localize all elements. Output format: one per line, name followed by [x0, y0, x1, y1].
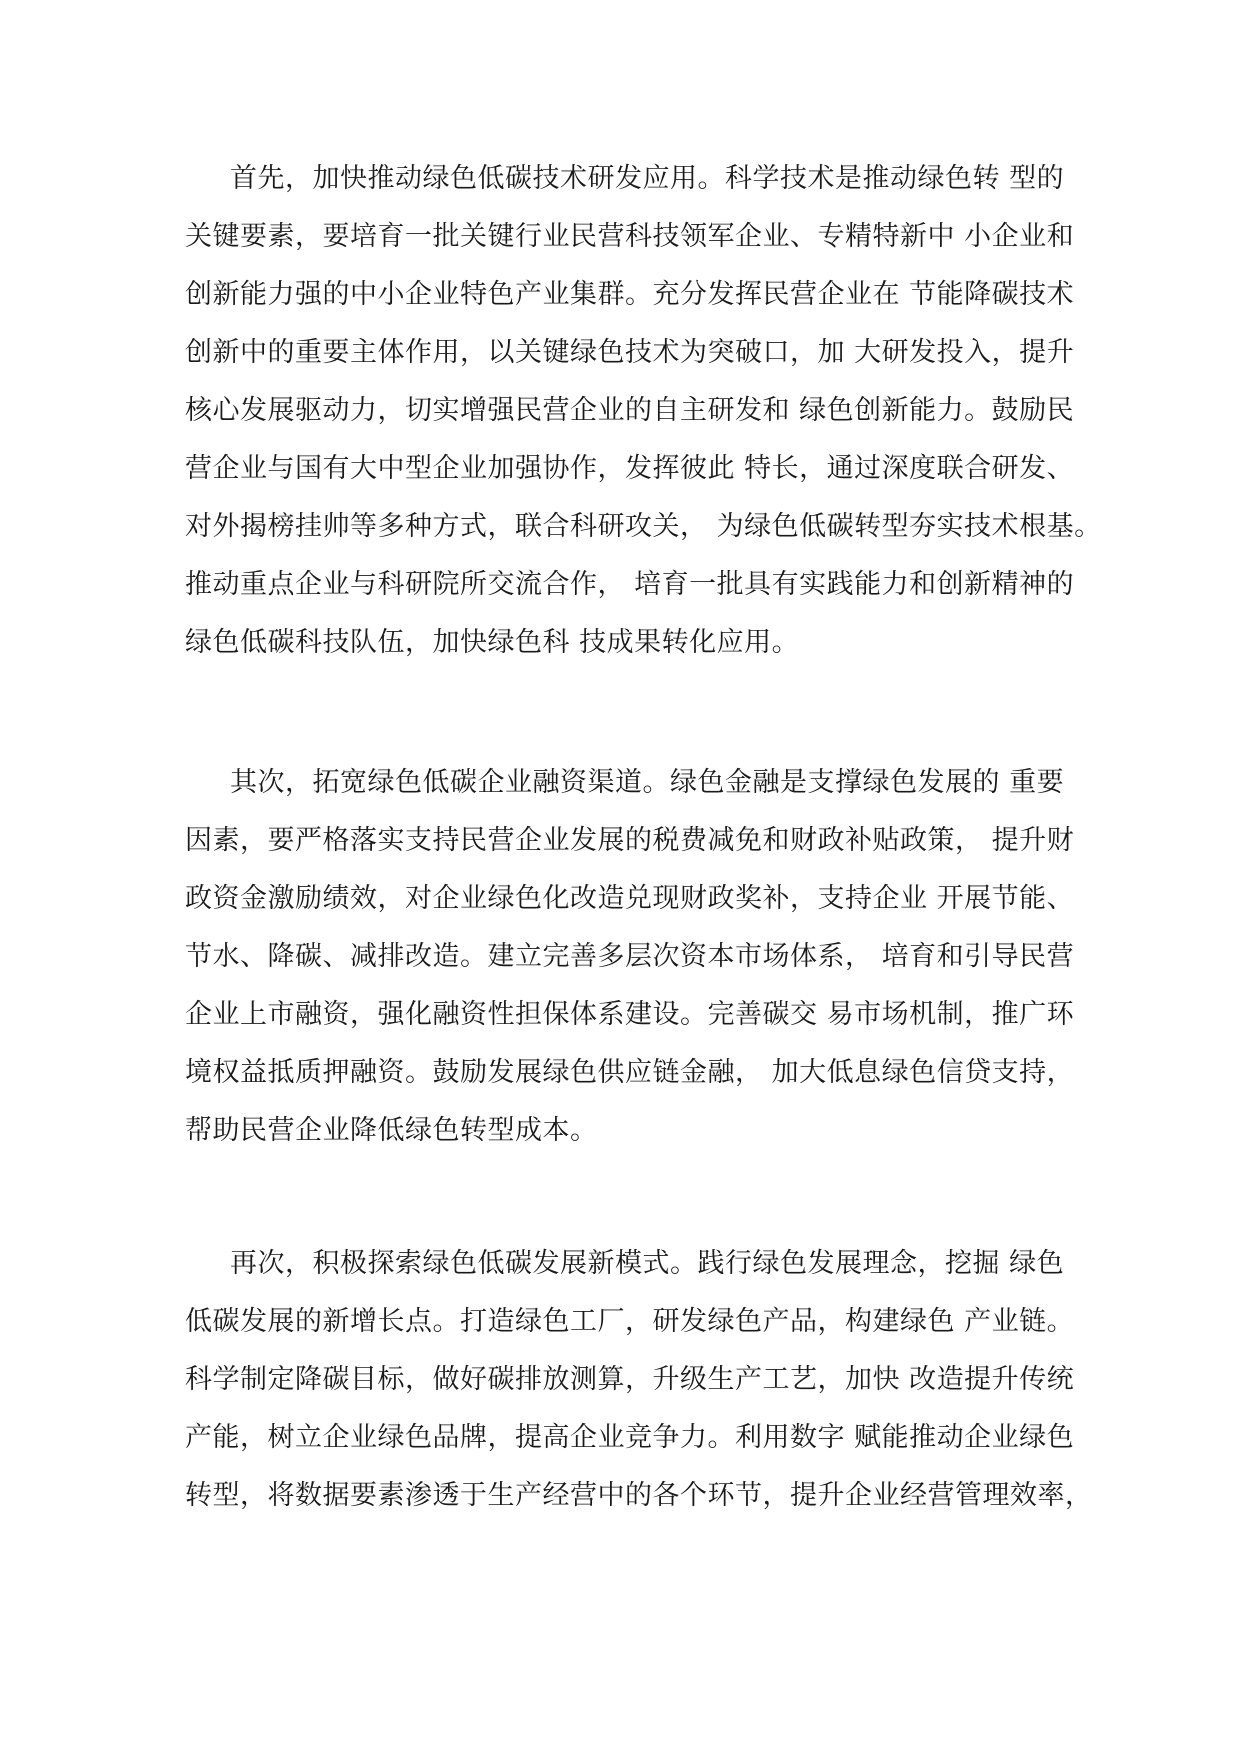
text-line: 关键要素，要培育一批关键行业民营科技领军企业、专精特新中 小企业和	[185, 221, 1075, 252]
text-line: 政资金激励绩效，对企业绿色化改造兑现财政奖补，支持企业 开展节能、	[185, 883, 1075, 914]
text-line: 绿色低碳科技队伍，加快绿色科 技成果转化应用。	[185, 627, 800, 658]
text-line: 低碳发展的新增长点。打造绿色工厂，研发绿色产品，构建绿色 产业链。	[185, 1306, 1075, 1337]
text-line: 创新能力强的中小企业特色产业集群。充分发挥民营企业在 节能降碳技术	[185, 279, 1075, 310]
text-line: 转型，将数据要素渗透于生产经营中的各个环节，提升企业经营管理效率，	[185, 1480, 1093, 1511]
text-line: 产能，树立企业绿色品牌，提高企业竞争力。利用数字 赋能推动企业绿色	[185, 1422, 1075, 1453]
paragraph-financing	[185, 754, 1085, 1160]
text-line: 首先，加快推动绿色低碳技术研发应用。科学技术是推动绿色转 型的	[230, 163, 1065, 194]
text-line: 再次，积极探索绿色低碳发展新模式。践行绿色发展理念，挖掘 绿色	[230, 1248, 1065, 1279]
text-line: 其次，拓宽绿色低碳企业融资渠道。绿色金融是支撑绿色发展的 重要	[230, 767, 1065, 798]
text-line: 核心发展驱动力，切实增强民营企业的自主研发和 绿色创新能力。鼓励民	[185, 395, 1075, 426]
text-line: 创新中的重要主体作用，以关键绿色技术为突破口，加 大研发投入，提升	[185, 337, 1075, 368]
text-line: 营企业与国有大中型企业加强协作，发挥彼此 特长，通过深度联合研发、	[185, 453, 1075, 484]
paragraph-new-model	[185, 1235, 1093, 1525]
text-line: 境权益抵质押融资。鼓励发展绿色供应链金融， 加大低息绿色信贷支持，	[185, 1057, 1075, 1088]
text-line: 帮助民营企业降低绿色转型成本。	[185, 1115, 598, 1146]
text-line: 企业上市融资，强化融资性担保体系建设。完善碳交 易市场机制，推广环	[185, 999, 1075, 1030]
text-line: 对外揭榜挂帅等多种方式，联合科研攻关， 为绿色低碳转型夯实技术根基。	[185, 511, 1102, 542]
text-line: 节水、降碳、减排改造。建立完善多层次资本市场体系， 培育和引导民营	[185, 941, 1075, 972]
text-line: 科学制定降碳目标，做好碳排放测算，升级生产工艺，加快 改造提升传统	[185, 1364, 1075, 1395]
text-line: 因素，要严格落实支持民营企业发展的税费减免和财政补贴政策， 提升财	[185, 825, 1075, 856]
text-line: 推动重点企业与科研院所交流合作， 培育一批具有实践能力和创新精神的	[185, 569, 1075, 600]
paragraph-technology	[185, 150, 1102, 672]
